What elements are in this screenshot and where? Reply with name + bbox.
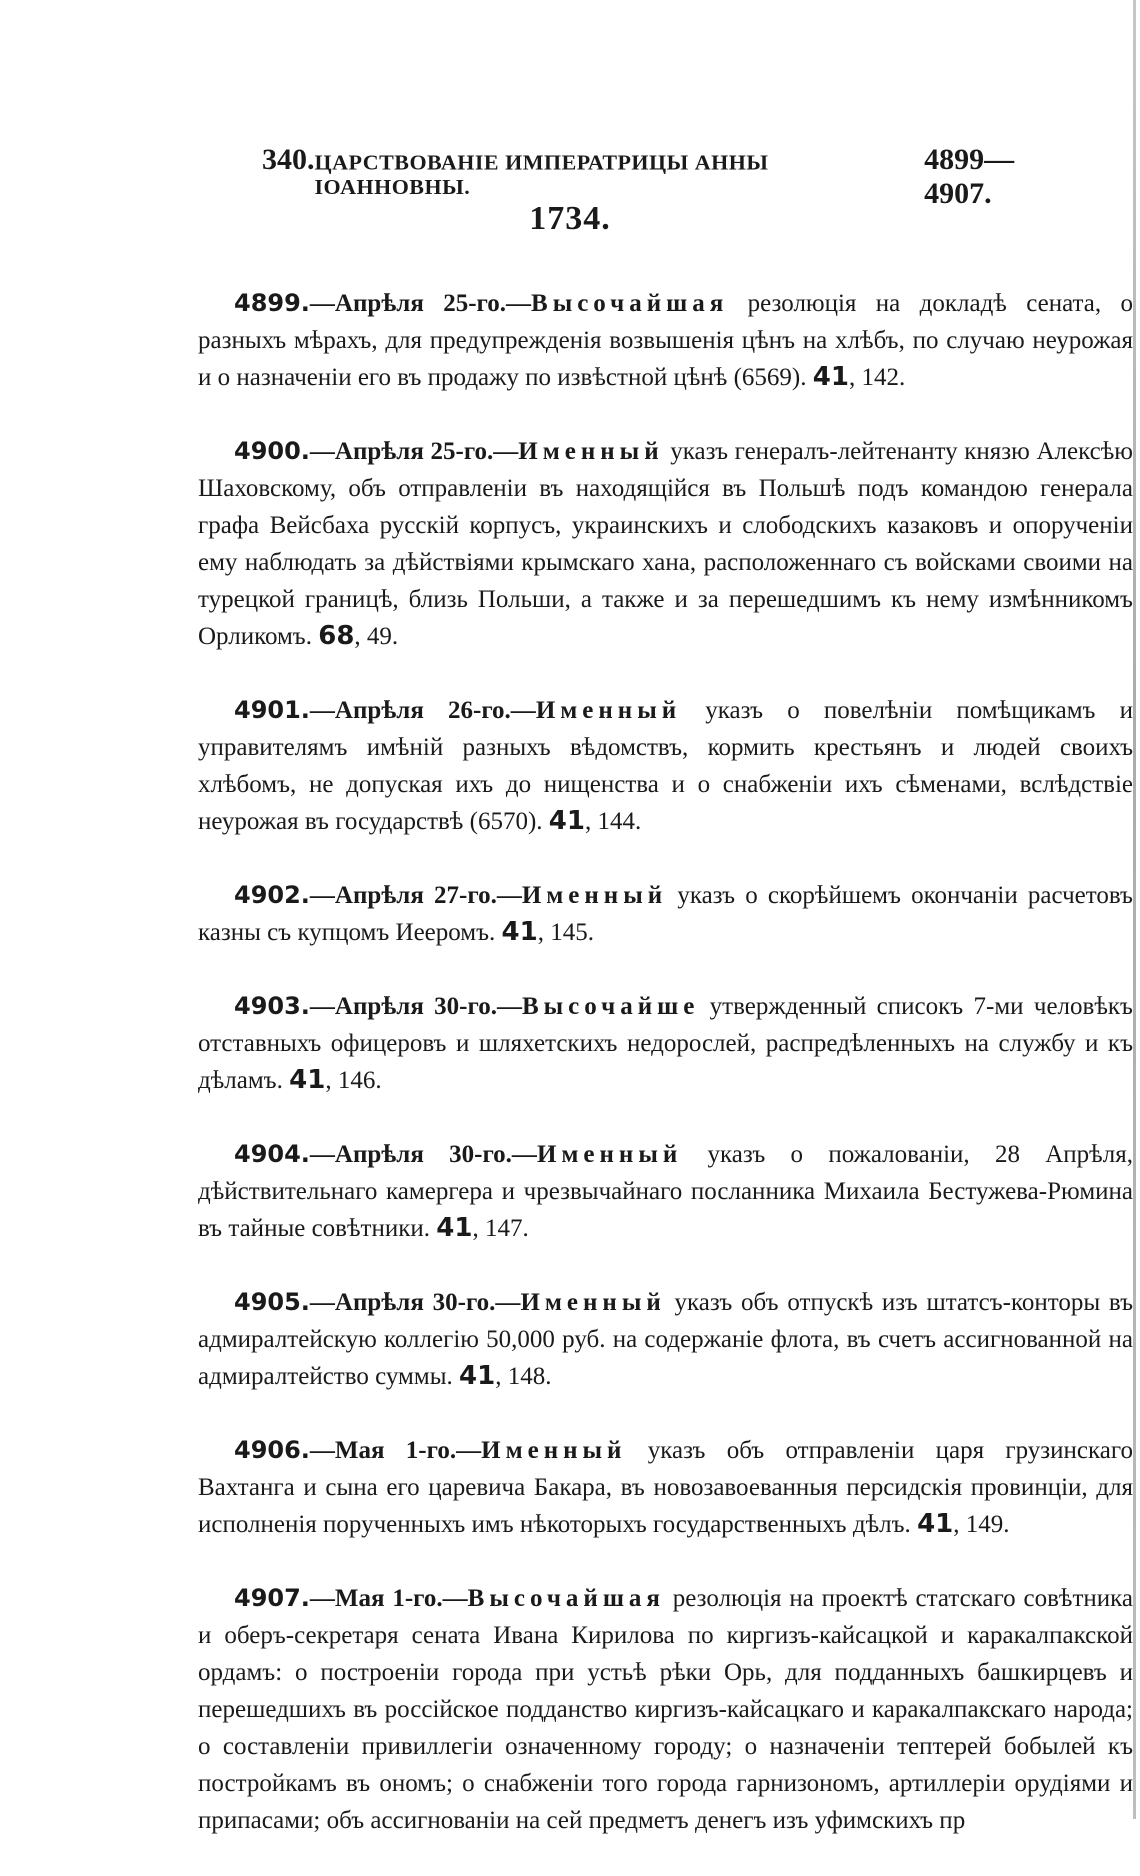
entry-kind: Именный [518,438,664,465]
entry-kind: Именный [520,1289,666,1316]
entry-volume: 41 [289,1065,326,1095]
entry-kind: Высочайшая [531,290,729,317]
entry-number: 4906. [234,1436,310,1464]
entry-volume: 68 [318,621,355,651]
entry-volume: 41 [812,362,849,392]
entry [198,1284,1133,1395]
entry-kind: Именный [536,1141,683,1168]
entry-kind: Высочайше [521,993,700,1020]
entry-text: указъ генералъ-лейтенанту князю Алексѣю Шаховскому, объ отправленіи въ находящійся въ Польшѣ подъ командою генерала графа Вейсбаха русскій корпусъ, украинскихъ и слободскихъ казаковъ и опорученіи ему наблюдать за дѣйствіями крымскаго хана, расположеннаго съ войсками своими на турецкой границѣ, близь Польши, а также и за перешедшимъ къ нему измѣнникомъ Орликомъ. [198,438,1133,650]
entry-date: —Мая 1-го.— [309,1437,482,1464]
page-number: 340. [262,143,315,176]
year-heading: 1734. [529,200,611,237]
entry-number: 4904. [234,1140,310,1168]
entry-date: —Апрѣля 30-го.— [309,1141,537,1168]
entry-text: указъ о скорѣйшемъ окончаніи расчетовъ казны съ купцомъ Иееромъ. [198,882,1133,946]
entry-number: 4907. [234,1584,310,1612]
entry-date: —Апрѣля 26-го.— [309,697,536,724]
entry-number: 4902. [234,881,310,909]
entry [198,692,1133,840]
entry [198,988,1133,1099]
entry-date: —Апрѣля 25-го.— [309,290,532,317]
entry-page-ref: , 148. [495,1363,552,1390]
entry-volume: 41 [917,1509,954,1539]
entry [198,1580,1133,1839]
entry-page-ref: , 49. [354,623,399,650]
entry-text: резолюція на проектѣ статскаго совѣтника и оберъ-секретаря сената Ивана Кирилова по киргизъ-кайсацкой и каракалпакской ордамъ: о построеніи города при устьѣ рѣки Орь, для подданныхъ башкирцевъ и перешедшихъ въ россійское подданство киргизъ-кайсацкаго и каракалпакскаго народа; о составленіи привиллегіи означенному городу; о назначеніи тептерей бобылей къ постройкамъ въ ономъ; о снабженіи того города гарнизономъ, артиллеріи орудіями и припасами; объ ассигнованіи на сей предметъ денегъ изъ уфимскихъ пр [198,1585,1133,1834]
entry-number: 4899. [234,289,310,317]
entry-kind: Именный [535,697,682,724]
entry-page-ref: , 147. [472,1215,529,1242]
entry-date: —Мая 1-го.— [309,1585,468,1612]
entry-text: указъ о пожалованіи, 28 Апрѣля, дѣйствительнаго камергера и чрезвычайнаго посланника Михаила Бестужева-Рюмина въ тайные совѣтники. [198,1141,1133,1242]
entry-kind: Именный [521,882,668,909]
entry-text: указъ объ отправленіи царя грузинскаго Вахтанга и сына его царевича Бакара, въ новозавоеванныя персидскія провинціи, для исполненія порученныхъ имъ нѣкоторыхъ государственныхъ дѣлъ. [198,1437,1133,1538]
entry [198,1136,1133,1247]
entry-text: указъ о повелѣніи помѣщикамъ и управителямъ имѣній разныхъ вѣдомствъ, кормить крестьянъ и людей своихъ хлѣбомъ, не допуская ихъ до нищенства и о снабженіи ихъ сѣменами, вслѣдствіе неурожая въ государствѣ (6570). [198,697,1133,835]
entry-text: указъ объ отпускѣ изъ штатсъ-конторы въ адмиралтейскую коллегію 50,000 руб. на содержаніе флота, въ счетъ ассигнованной на адмиралтейство суммы. [198,1289,1133,1390]
entry-volume: 41 [548,806,585,836]
entry-date: —Апрѣля 27-го.— [309,882,522,909]
entry-number: 4901. [234,696,310,724]
entry-number: 4900. [234,437,310,465]
entry [198,433,1133,655]
entry-text: резолюція на докладѣ сената, о разныхъ мѣрахъ, для предупрежденія возвышенія цѣнъ на хлѣбъ, по случаю неурожая и о назначеніи его въ продажу по извѣстной цѣнѣ (6569). [198,290,1133,391]
entry-volume: 41 [436,1213,473,1243]
entry [198,285,1133,396]
entry-range: 4899—4907. [924,143,1015,210]
entry-page-ref: , 145. [537,919,594,946]
entry-kind: Именный [481,1437,627,1464]
running-title: ЦАРСТВОВАНІЕ ИМПЕРАТРИЦЫ АННЫ ІОАННОВНЫ. [314,150,769,199]
entry-text: утвержденный списокъ 7-ми человѣкъ отставныхъ офицеровъ и шляхетскихъ недорослей, распредѣленныхъ на службу и къ дѣламъ. [198,993,1133,1094]
entry-date: —Апрѣля 30-го.— [309,1289,521,1316]
entry-page-ref: , 146. [325,1067,382,1094]
entry-date: —Апрѣля 25-го.— [309,438,519,465]
entry-page-ref: , 144. [584,808,642,835]
entry-page-ref: , 142. [848,364,906,391]
scan-edge-shadow [1133,0,1136,1819]
entry-volume: 41 [501,917,538,947]
entry-page-ref: , 149. [953,1511,1010,1538]
entry-date: —Апрѣля 30-го.— [309,993,522,1020]
running-header [262,143,1080,210]
entry [198,1432,1133,1543]
entry-volume: 41 [459,1361,496,1391]
entry-number: 4905. [234,1288,310,1316]
entries-list [198,260,1133,1876]
entry-number: 4903. [234,992,310,1020]
entry [198,877,1133,951]
entry-kind: Высочайшая [467,1585,665,1612]
